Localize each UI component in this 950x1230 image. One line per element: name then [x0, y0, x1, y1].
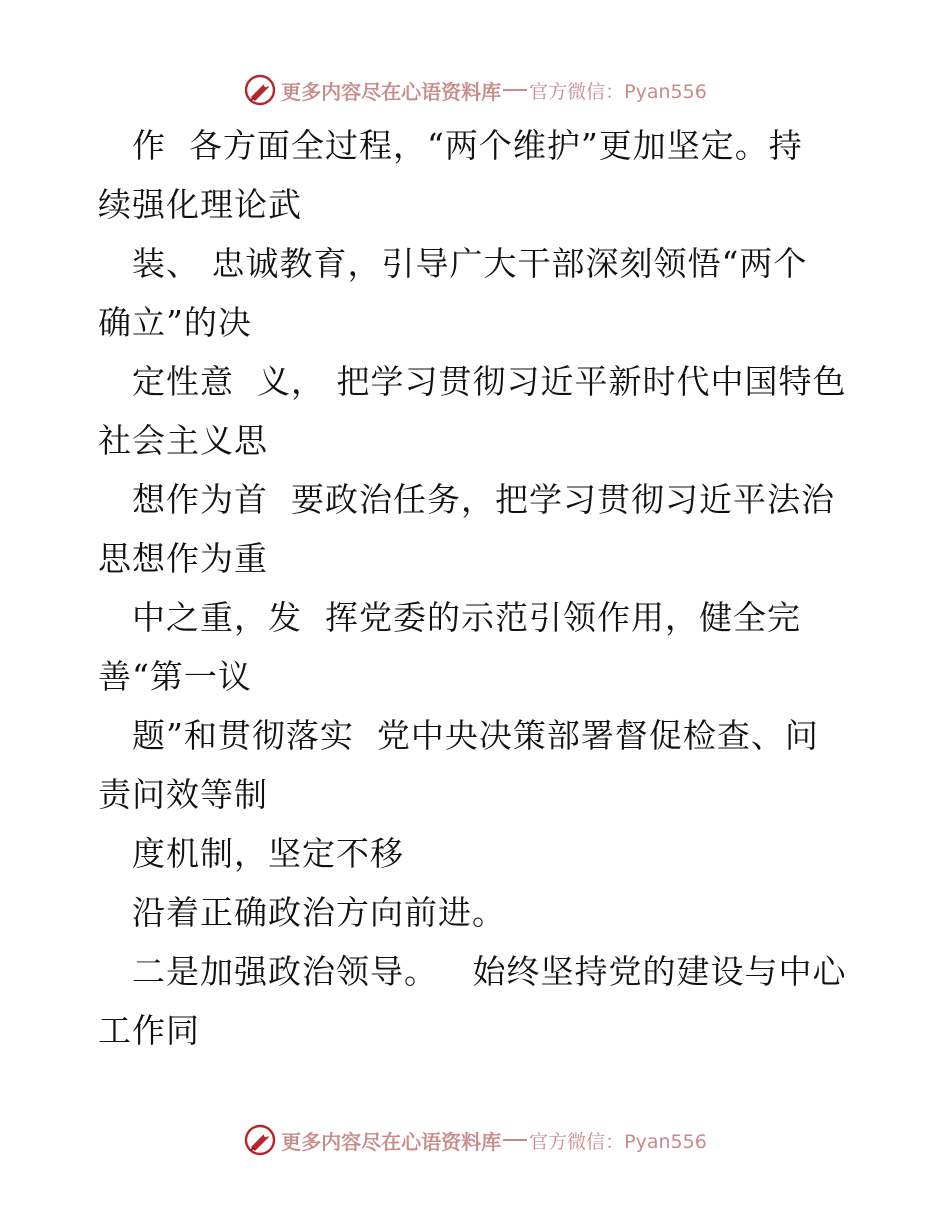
text-line: 定性意 义， 把学习贯彻习近平新时代中国特色 [98, 362, 847, 401]
page-header [0, 72, 950, 108]
text-line: 想作为首 要政治任务，把学习贯彻习近平法治 [98, 480, 835, 519]
text-line: 社会主义思 [98, 421, 268, 460]
text-line: 作 各方面全过程，“两个维护”更加坚定。持 [98, 126, 803, 165]
text-line: 装、 忠诚教育，引导广大干部深刻领悟“两个 [98, 244, 808, 283]
pen-logo-icon [243, 73, 277, 107]
text-line: 度机制，坚定不移 [98, 834, 404, 873]
text-line: 沿着正确政治方向前进。 [98, 893, 506, 932]
text-line: 责问效等制 [98, 775, 268, 814]
text-line: 确立”的决 [98, 303, 252, 342]
text-line: 善“第一议 [98, 657, 252, 696]
header-dash [503, 89, 527, 91]
text-line: 题”和贯彻落实 党中央决策部署督促检查、问 [98, 716, 819, 755]
text-line: 思想作为重 [98, 539, 268, 578]
footer-site-text: 更多内容尽在心语资料库 [281, 1129, 502, 1154]
header-banner [243, 72, 707, 108]
header-wechat-text: 官方微信：Pyan556 [529, 80, 707, 103]
text-line: 工作同 [98, 1011, 200, 1050]
footer-banner [243, 1122, 707, 1158]
footer-wechat-text: 官方微信：Pyan556 [529, 1130, 707, 1153]
footer-dash [503, 1139, 527, 1141]
text-line: 中之重，发 挥党委的示范引领作用，健全完 [98, 598, 801, 637]
text-line: 二是加强政治领导。 始终坚持党的建设与中心 [98, 952, 847, 991]
pen-logo-icon [243, 1123, 277, 1157]
page-footer [0, 1122, 950, 1158]
text-line: 续强化理论武 [98, 185, 302, 224]
header-site-text: 更多内容尽在心语资料库 [281, 79, 502, 104]
